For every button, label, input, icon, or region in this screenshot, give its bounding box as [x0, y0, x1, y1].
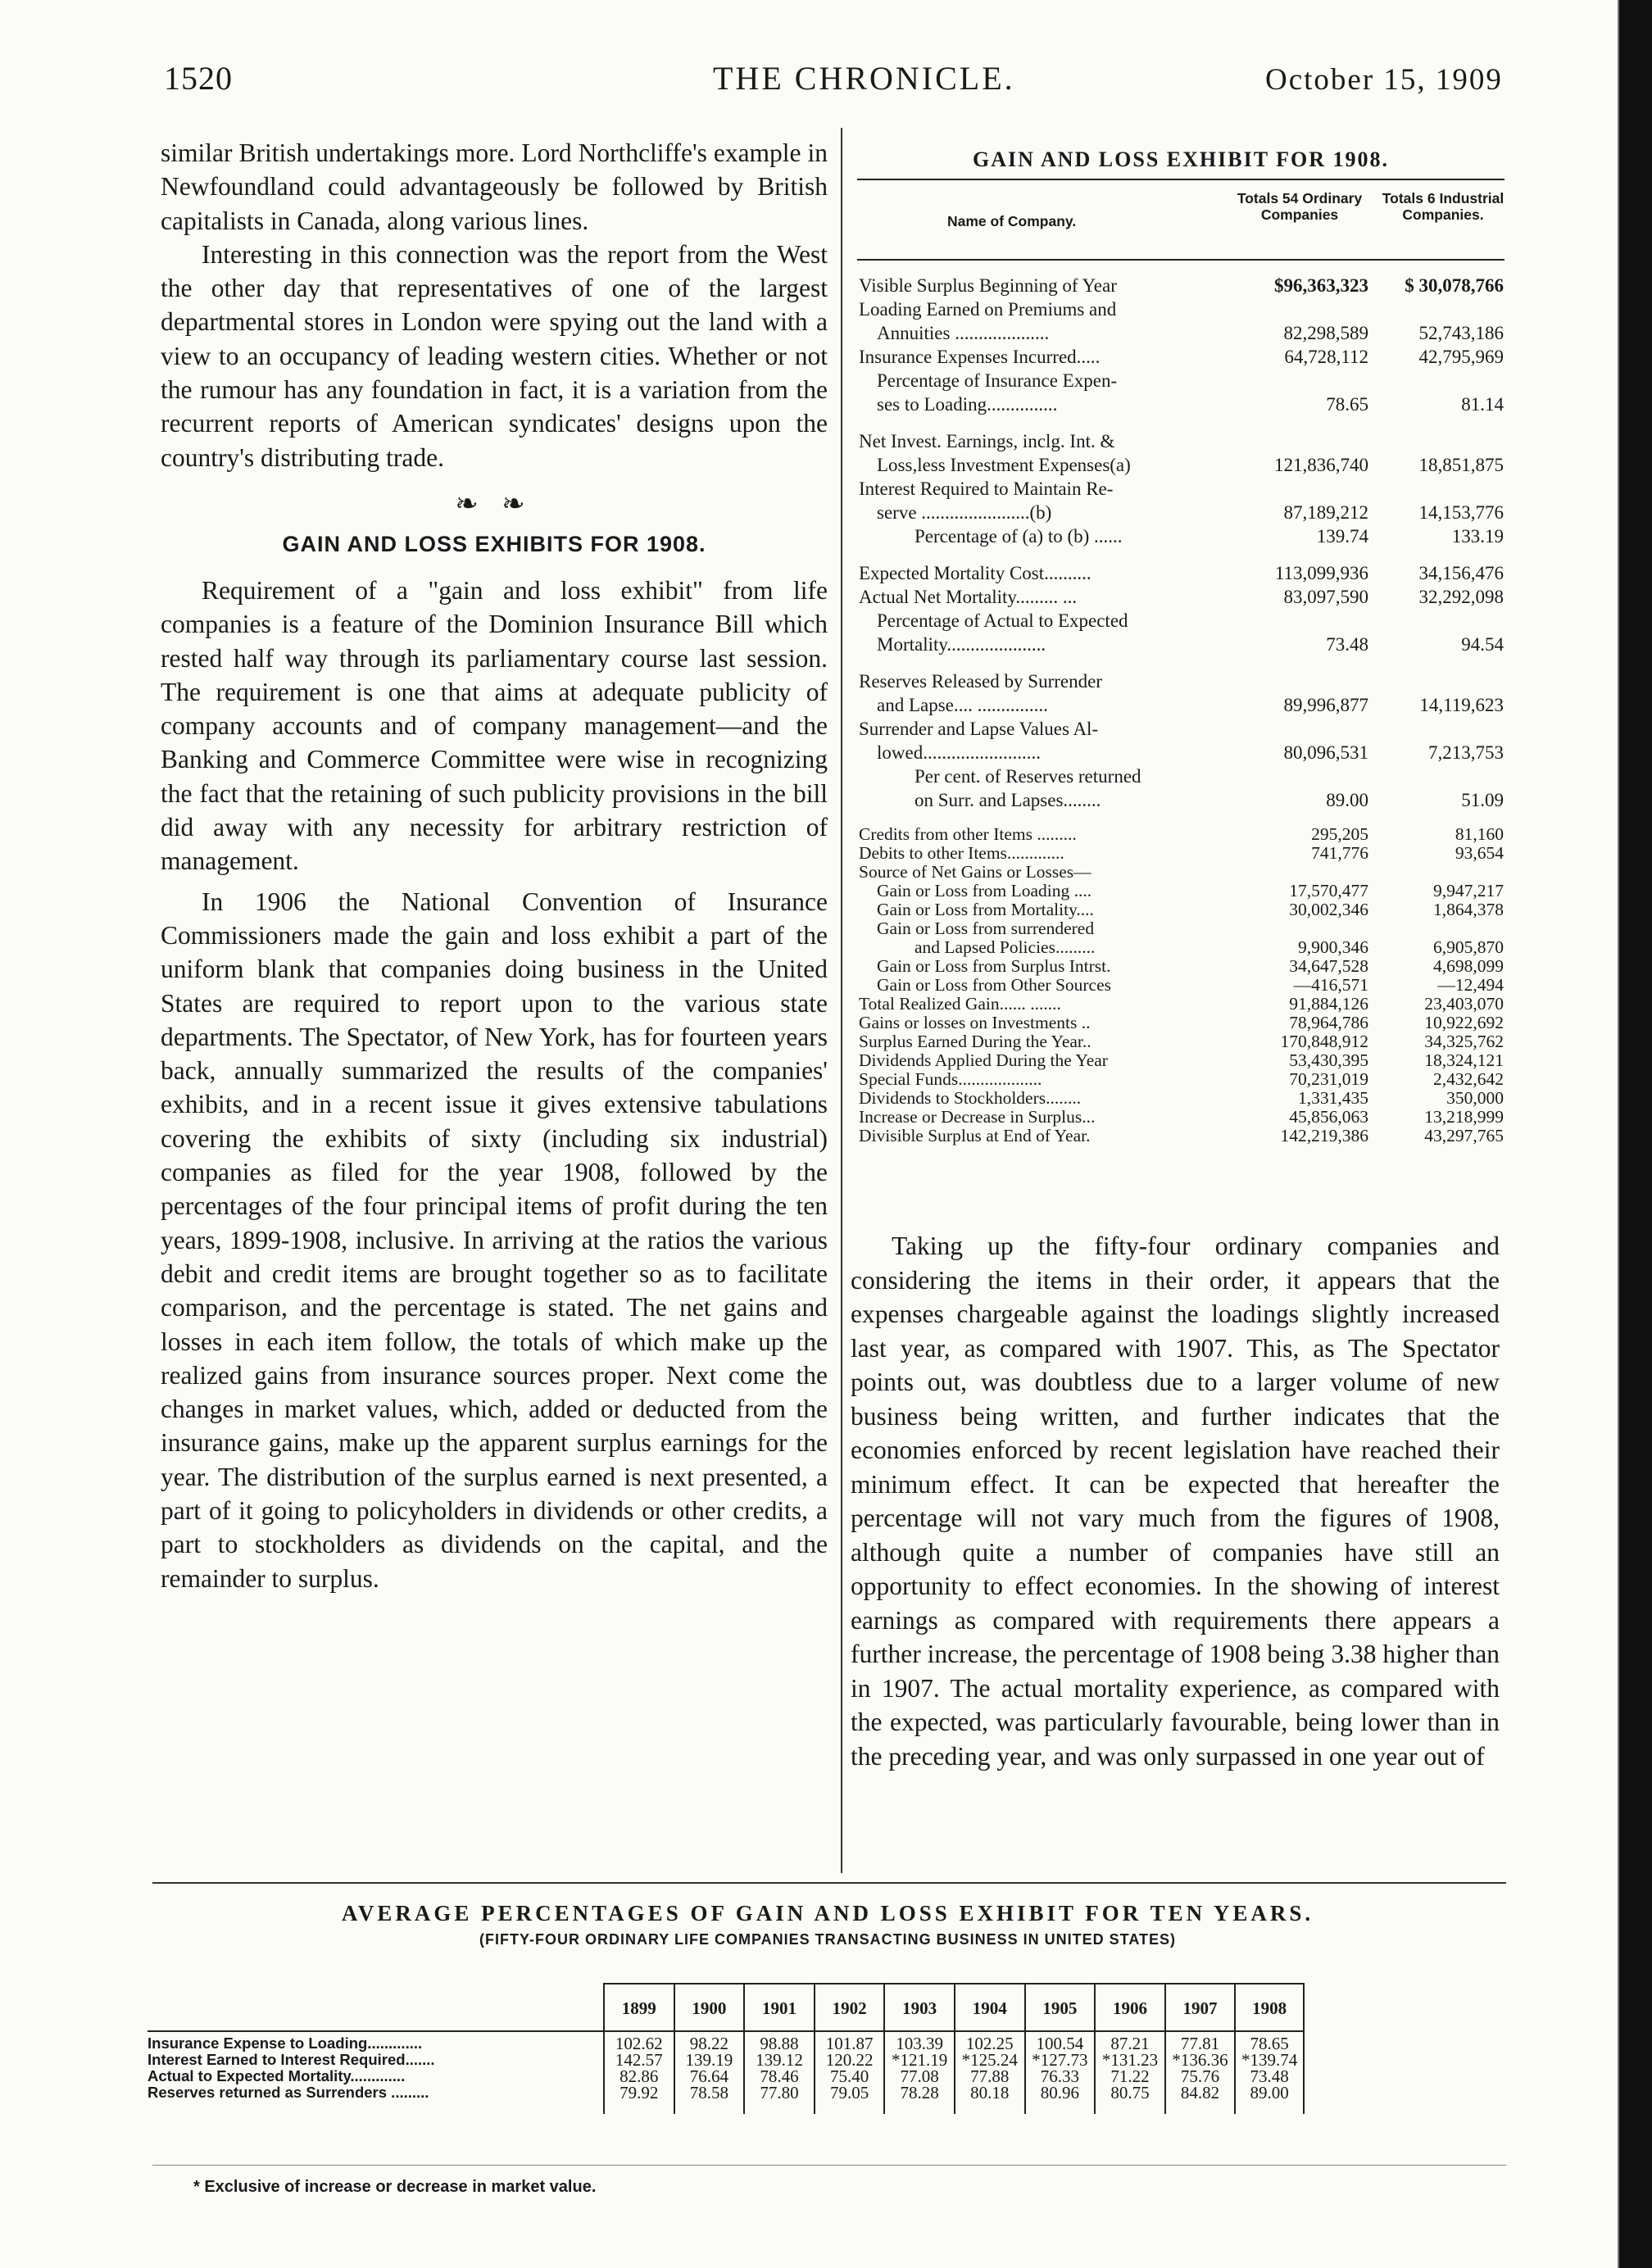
- cell-value: 76.64: [689, 2066, 729, 2086]
- table-row: [857, 882, 1504, 900]
- table-row: [857, 477, 1504, 501]
- cell-value: 98.22: [689, 2034, 729, 2053]
- table-row: [857, 369, 1504, 392]
- table-row: [857, 633, 1504, 656]
- ordinary-value: 70,231,019: [1289, 1069, 1368, 1089]
- ordinary-value: 139.74: [1316, 526, 1368, 547]
- row-label: Percentage of Actual to Expected: [877, 610, 1128, 631]
- year-header: 1903: [883, 1984, 954, 2032]
- ordinary-value: $96,363,323: [1274, 275, 1368, 296]
- ordinary-value: [1246, 717, 1368, 741]
- year-column: [674, 2032, 744, 2114]
- paragraph: Requirement of a "gain and loss exhibit" from life companies is a feature of the Dominion Insurance Bill which rested half way through its parliamentary course last session. The requirement is one that aims at adequate publicity of company accounts and of company management—and the Banking and Commerce Committee were wise in recognizing the fact that the retaining of such publicity provisions in the bill did away with any necessity for arbitrary restriction of management.: [161, 575, 828, 876]
- industrial-value: 14,153,776: [1418, 502, 1504, 523]
- industrial-value: 43,297,765: [1424, 1126, 1504, 1145]
- table-row: [857, 693, 1504, 717]
- table-row: [857, 453, 1504, 477]
- ordinary-value: 142,219,386: [1280, 1126, 1368, 1145]
- year-header: 1900: [674, 1984, 744, 2032]
- page-number: 1520: [164, 60, 233, 97]
- table-row: [857, 501, 1504, 524]
- industrial-value: [1368, 477, 1504, 501]
- cell-value: *131.23: [1101, 2050, 1159, 2070]
- ordinary-value: 78.65: [1326, 394, 1368, 415]
- cell-value: *136.36: [1172, 2050, 1228, 2070]
- industrial-value: 42,795,969: [1418, 347, 1504, 367]
- ordinary-value: —416,571: [1293, 975, 1368, 995]
- row-label: ses to Loading...............: [877, 394, 1058, 415]
- industrial-value: [1368, 919, 1504, 938]
- ordinary-value: [1246, 369, 1368, 392]
- industrial-value: 94.54: [1461, 634, 1504, 655]
- row-group: [857, 429, 1504, 548]
- row-label: Actual to Expected Mortality.............: [148, 2067, 406, 2084]
- paragraph: Interesting in this connection was the report from the West the other day that representatives of one of the largest departmental stores in London were spying out the land with a view to an occupancy of leading western cities. Whether or not the rumour has any foundation in fact, it is a variation from the recurrent reports of American syndicates' designs upon the country's distributing trade.: [161, 239, 828, 472]
- cell-value: 78.46: [760, 2066, 799, 2086]
- table-row: [857, 900, 1504, 919]
- table-header: [857, 180, 1504, 259]
- ordinary-value: [1246, 669, 1368, 693]
- paragraph: Taking up the fifty-four ordinary companies and considering the items in their order, it appears that the expenses chargeable against the loadings slightly increased last year, as compared with 1907. This, as The Spectator points out, was doubtless due to a larger volume of new business being written, and further indicates that the economies enforced by recent legislation have reached their minimum effect. It can be expected that hereafter the percentage will not vary much from the figures of 1908, although quite a number of companies have still an opportunity to effect economies. In the showing of interest earnings as compared with requirements there appears a further increase, the percentage of 1908 being 3.38 higher than in 1907. The actual mortality experience, as compared with the expected, was particularly favourable, being lower than in the preceding year, and was only surpassed in one year out of: [851, 1232, 1500, 1771]
- table-row: [857, 274, 1504, 297]
- year-column: [1234, 2032, 1305, 2114]
- year-column: [814, 2032, 884, 2114]
- ordinary-value: 91,884,126: [1289, 994, 1368, 1014]
- column-header-name: Name of Company.: [947, 213, 1077, 229]
- cell-value: 84.82: [1180, 2083, 1220, 2102]
- row-group: [857, 274, 1504, 416]
- year-header: 1899: [603, 1984, 674, 2032]
- cell-value: 78.58: [689, 2083, 729, 2102]
- left-column: [161, 136, 828, 1595]
- industrial-value: 6,905,870: [1433, 937, 1504, 957]
- year-column: [1094, 2032, 1164, 2114]
- row-label: Total Realized Gain...... .......: [859, 994, 1061, 1014]
- scan-edge: [1619, 0, 1652, 2268]
- row-label: Reserves Released by Surrender: [859, 671, 1102, 692]
- cell-value: 102.62: [615, 2034, 663, 2053]
- year-column: [743, 2032, 814, 2114]
- industrial-value: 4,698,099: [1433, 956, 1504, 976]
- industrial-value: 133.19: [1451, 526, 1504, 547]
- ordinary-value: 45,856,063: [1289, 1107, 1368, 1127]
- table-row: [857, 669, 1504, 693]
- industrial-value: 14,119,623: [1419, 695, 1504, 715]
- row-label: Source of Net Gains or Losses—: [859, 862, 1092, 882]
- row-label: Gain or Loss from Surplus Intrst.: [877, 956, 1111, 976]
- cell-value: 77.08: [900, 2066, 939, 2086]
- year-column: [1024, 2032, 1095, 2114]
- table-row: [857, 1089, 1504, 1108]
- year-header: 1907: [1164, 1984, 1235, 2032]
- cell-value: 79.05: [829, 2083, 869, 2102]
- ordinary-value: 64,728,112: [1284, 347, 1368, 367]
- industrial-value: 52,743,186: [1418, 323, 1504, 343]
- table-row: [857, 825, 1504, 844]
- paragraph: In 1906 the National Convention of Insurance Commissioners made the gain and loss exhibit a part of the uniform blank that companies doing business in the United States are required to report upon to the various state departments. The Spectator, of New York, has for fourteen years back, annually summarized the results of the companies' exhibits, and in a recent issue it gives extensive tabulations covering the exhibits of sixty (including six industrial) companies as filed for the year 1908, followed by the percentages of the four principal items of profit during the ten years, 1899-1908, inclusive. In arriving at the ratios the various debit and credit items are brought together so as to facilitate comparison, and the percentage is stated. The net gains and losses in each item follow, the totals of which make up the realized gains from insurance sources proper. Next come the changes in market values, which, added or deducted from the insurance gains, make up the apparent surplus earnings for the year. The distribution of the surplus earned is next presented, a part of it going to policyholders in dividends or other credits, a part to stockholders as dividends on the capital, and the remainder to surplus.: [161, 887, 828, 1593]
- right-column: [851, 1229, 1500, 1773]
- table-rule: [857, 259, 1504, 261]
- industrial-value: 9,947,217: [1433, 881, 1504, 900]
- cell-value: 120.22: [825, 2050, 874, 2070]
- ordinary-value: 89,996,877: [1283, 695, 1368, 715]
- row-group: [857, 825, 1504, 1145]
- issue-date: October 15, 1909: [1265, 63, 1503, 97]
- gain-loss-table: [857, 131, 1504, 1145]
- ordinary-value: 113,099,936: [1274, 563, 1368, 583]
- publication-title: THE CHRONICLE.: [713, 60, 1015, 97]
- row-label: Gains or losses on Investments ..: [859, 1013, 1091, 1032]
- table-row: [857, 345, 1504, 369]
- table-title: AVERAGE PERCENTAGES OF GAIN AND LOSS EXHIBIT FOR TEN YEARS.: [341, 1901, 1314, 1926]
- average-percentages-table: [148, 1901, 1508, 2102]
- cell-value: *127.73: [1032, 2050, 1088, 2070]
- row-label: Gain or Loss from surrendered: [877, 919, 1095, 938]
- row-label: Increase or Decrease in Surplus...: [859, 1107, 1096, 1127]
- industrial-value: 18,324,121: [1424, 1050, 1504, 1070]
- row-label: Surrender and Lapse Values Al-: [859, 719, 1099, 739]
- row-labels: [148, 2032, 603, 2114]
- row-label: Insurance Expense to Loading.............: [148, 2034, 423, 2052]
- industrial-value: 34,156,476: [1418, 563, 1504, 583]
- ordinary-value: [1246, 764, 1368, 788]
- cell-value: *125.24: [961, 2050, 1018, 2070]
- ordinary-value: 83,097,590: [1283, 587, 1368, 607]
- cell-value: 103.39: [896, 2034, 944, 2053]
- ordinary-value: 78,964,786: [1289, 1013, 1368, 1032]
- row-label: and Lapse.... ...............: [877, 695, 1048, 715]
- row-label: Annuities ....................: [877, 323, 1050, 343]
- cell-value: 89.00: [1250, 2083, 1289, 2102]
- table-body: [148, 2030, 1305, 2114]
- row-label: serve .......................(b): [877, 502, 1052, 523]
- cell-value: 77.80: [760, 2083, 799, 2102]
- cell-value: 142.57: [615, 2050, 663, 2070]
- table-row: [857, 321, 1504, 345]
- ordinary-value: 1,331,435: [1298, 1088, 1368, 1108]
- industrial-value: 81.14: [1461, 394, 1504, 415]
- row-label: Visible Surplus Beginning of Year: [859, 275, 1117, 296]
- industrial-value: 93,654: [1455, 843, 1504, 863]
- cell-value: 73.48: [1250, 2066, 1289, 2086]
- ordinary-value: 170,848,912: [1280, 1032, 1368, 1051]
- row-label: Per cent. of Reserves returned: [914, 766, 1141, 787]
- cell-value: 79.92: [620, 2083, 659, 2102]
- ordinary-value: 89.00: [1326, 790, 1368, 810]
- cell-value: 100.54: [1036, 2034, 1084, 2053]
- table-row: [857, 995, 1504, 1014]
- table-row: [857, 429, 1504, 453]
- industrial-value: 18,851,875: [1418, 455, 1504, 475]
- table-row: [857, 561, 1504, 585]
- year-column: [603, 2032, 674, 2114]
- ordinary-value: 34,647,528: [1289, 956, 1368, 976]
- industrial-value: 32,292,098: [1418, 587, 1504, 607]
- row-label: Reserves returned as Surrenders .........: [148, 2084, 429, 2101]
- year-column: [1164, 2032, 1235, 2114]
- table-row: [857, 844, 1504, 863]
- cell-value: 78.65: [1250, 2034, 1289, 2053]
- ordinary-value: [1246, 297, 1368, 321]
- industrial-value: 51.09: [1461, 790, 1504, 810]
- table-row: [857, 863, 1504, 882]
- section-rule: [152, 1882, 1506, 1884]
- table-row: [857, 297, 1504, 321]
- industrial-value: [1368, 609, 1504, 633]
- table-row: [857, 788, 1504, 812]
- ordinary-value: 30,002,346: [1289, 900, 1368, 919]
- table-row: [857, 1070, 1504, 1089]
- industrial-value: 1,864,378: [1433, 900, 1504, 919]
- industrial-value: 350,000: [1446, 1088, 1504, 1108]
- table-row: [857, 976, 1504, 995]
- ordinary-value: 80,096,531: [1283, 742, 1368, 763]
- row-group: [857, 561, 1504, 656]
- table-title: GAIN AND LOSS EXHIBIT FOR 1908.: [973, 147, 1389, 171]
- industrial-value: —12,494: [1437, 975, 1504, 995]
- table-body: [857, 274, 1504, 1145]
- cell-value: 80.18: [970, 2083, 1010, 2102]
- row-label: Credits from other Items .........: [859, 824, 1077, 844]
- table-row: [857, 938, 1504, 957]
- row-label: Gain or Loss from Loading ....: [877, 881, 1092, 900]
- ordinary-value: [1246, 919, 1368, 938]
- industrial-value: [1368, 717, 1504, 741]
- cell-value: 76.33: [1040, 2066, 1079, 2086]
- cell-value: 98.88: [760, 2034, 799, 2053]
- industrial-value: $ 30,078,766: [1405, 275, 1504, 296]
- cell-value: 139.19: [685, 2050, 733, 2070]
- table-row: [857, 957, 1504, 976]
- value-columns: [603, 2032, 1305, 2114]
- ordinary-value: 17,570,477: [1289, 881, 1368, 900]
- ordinary-value: [1246, 477, 1368, 501]
- year-header: 1904: [954, 1984, 1024, 2032]
- industrial-value: [1368, 669, 1504, 693]
- industrial-value: [1368, 429, 1504, 453]
- row-label: Insurance Expenses Incurred.....: [859, 347, 1101, 367]
- row-label: Gain or Loss from Mortality....: [877, 900, 1094, 919]
- row-label: Loading Earned on Premiums and: [859, 299, 1117, 320]
- row-label: Interest Earned to Interest Required.......: [148, 2051, 435, 2068]
- year-header-row: [603, 1983, 1305, 2032]
- year-column: [954, 2032, 1024, 2114]
- table-row: [857, 392, 1504, 416]
- table-row: [857, 741, 1504, 764]
- column-header-industrial: Totals 6 Industrial Companies.: [1382, 190, 1504, 223]
- cell-value: 77.81: [1180, 2034, 1220, 2053]
- year-column: [883, 2032, 954, 2114]
- table-subtitle: (FIFTY-FOUR ORDINARY LIFE COMPANIES TRANSACTING BUSINESS IN UNITED STATES): [479, 1931, 1176, 1948]
- table-row: [857, 1127, 1504, 1145]
- footnote-rule: [152, 2165, 1506, 2166]
- ordinary-value: 741,776: [1311, 843, 1368, 863]
- industrial-value: 23,403,070: [1424, 994, 1504, 1014]
- row-label: and Lapsed Policies.........: [914, 937, 1096, 957]
- ordinary-value: 53,430,395: [1289, 1050, 1368, 1070]
- cell-value: 101.87: [825, 2034, 874, 2053]
- cell-value: 80.96: [1040, 2083, 1079, 2102]
- row-label: Percentage of Insurance Expen-: [877, 370, 1118, 391]
- row-label: Special Funds...................: [859, 1069, 1042, 1089]
- row-label: Gain or Loss from Other Sources: [877, 975, 1112, 995]
- cell-value: 82.86: [620, 2066, 659, 2086]
- industrial-value: 34,325,762: [1424, 1032, 1504, 1051]
- ordinary-value: 9,900,346: [1298, 937, 1368, 957]
- row-label: Net Invest. Earnings, inclg. Int. &: [859, 431, 1115, 451]
- table-row: [857, 919, 1504, 938]
- section-ornament: ❧ ❧: [455, 488, 533, 519]
- table-row: [857, 717, 1504, 741]
- ordinary-value: [1246, 429, 1368, 453]
- industrial-value: 2,432,642: [1433, 1069, 1504, 1089]
- row-group: [857, 669, 1504, 812]
- industrial-value: [1368, 863, 1504, 882]
- industrial-value: 81,160: [1455, 824, 1504, 844]
- table-row: [857, 1014, 1504, 1032]
- table-row: [857, 764, 1504, 788]
- row-label: Dividends Applied During the Year: [859, 1050, 1108, 1070]
- cell-value: 77.88: [970, 2066, 1010, 2086]
- ordinary-value: 73.48: [1326, 634, 1368, 655]
- row-label: Divisible Surplus at End of Year.: [859, 1126, 1091, 1145]
- ordinary-value: 295,205: [1311, 824, 1368, 844]
- column-divider: [841, 128, 842, 1873]
- year-header: 1906: [1094, 1984, 1164, 2032]
- table-row: [857, 609, 1504, 633]
- cell-value: 71.22: [1110, 2066, 1150, 2086]
- row-label: Mortality.....................: [877, 634, 1046, 655]
- table-row: [857, 1108, 1504, 1127]
- row-label: Expected Mortality Cost..........: [859, 563, 1092, 583]
- year-header: 1902: [814, 1984, 884, 2032]
- cell-value: 87.21: [1110, 2034, 1150, 2053]
- cell-value: 75.76: [1180, 2066, 1220, 2086]
- ordinary-value: [1246, 863, 1368, 882]
- page-header: [0, 52, 1619, 102]
- cell-value: 80.75: [1110, 2083, 1150, 2102]
- cell-value: *121.19: [892, 2050, 948, 2070]
- industrial-value: 7,213,753: [1428, 742, 1504, 763]
- industrial-value: [1368, 297, 1504, 321]
- ordinary-value: 121,836,740: [1274, 455, 1368, 475]
- table-row: [857, 524, 1504, 548]
- row-label: Actual Net Mortality......... ...: [859, 587, 1078, 607]
- row-label: on Surr. and Lapses........: [914, 790, 1101, 810]
- table-row: [857, 1032, 1504, 1051]
- industrial-value: 13,218,999: [1424, 1107, 1504, 1127]
- row-label: lowed.........................: [877, 742, 1041, 763]
- cell-value: 102.25: [965, 2034, 1014, 2053]
- row-label: Loss,less Investment Expenses(a): [877, 455, 1131, 475]
- year-header: 1905: [1024, 1984, 1095, 2032]
- ordinary-value: 82,298,589: [1283, 323, 1368, 343]
- cell-value: 75.40: [829, 2066, 869, 2086]
- row-label: Debits to other Items.............: [859, 843, 1064, 863]
- row-label: Dividends to Stockholders........: [859, 1088, 1082, 1108]
- year-header: 1901: [743, 1984, 814, 2032]
- ordinary-value: 87,189,212: [1283, 502, 1368, 523]
- industrial-value: [1368, 764, 1504, 788]
- industrial-value: 10,922,692: [1424, 1013, 1504, 1032]
- year-header: 1908: [1234, 1984, 1305, 2032]
- cell-value: 78.28: [900, 2083, 939, 2102]
- industrial-value: [1368, 369, 1504, 392]
- paragraph: similar British undertakings more. Lord Northcliffe's example in Newfoundland could advantageously be followed by British capitalists in Canada, along various lines.: [161, 138, 828, 235]
- footnote: * Exclusive of increase or decrease in market value.: [193, 2178, 597, 2196]
- column-header-ordinary: Totals 54 Ordinary Companies: [1237, 190, 1363, 223]
- row-label: Interest Required to Maintain Re-: [859, 479, 1114, 499]
- section-heading: GAIN AND LOSS EXHIBITS FOR 1908.: [282, 531, 706, 556]
- table-row: [857, 1051, 1504, 1070]
- cell-value: 139.12: [756, 2050, 803, 2070]
- row-label: Surplus Earned During the Year..: [859, 1032, 1092, 1051]
- row-label: Percentage of (a) to (b) ......: [914, 526, 1123, 547]
- table-row: [857, 585, 1504, 609]
- cell-value: *139.74: [1241, 2050, 1298, 2070]
- ordinary-value: [1246, 609, 1368, 633]
